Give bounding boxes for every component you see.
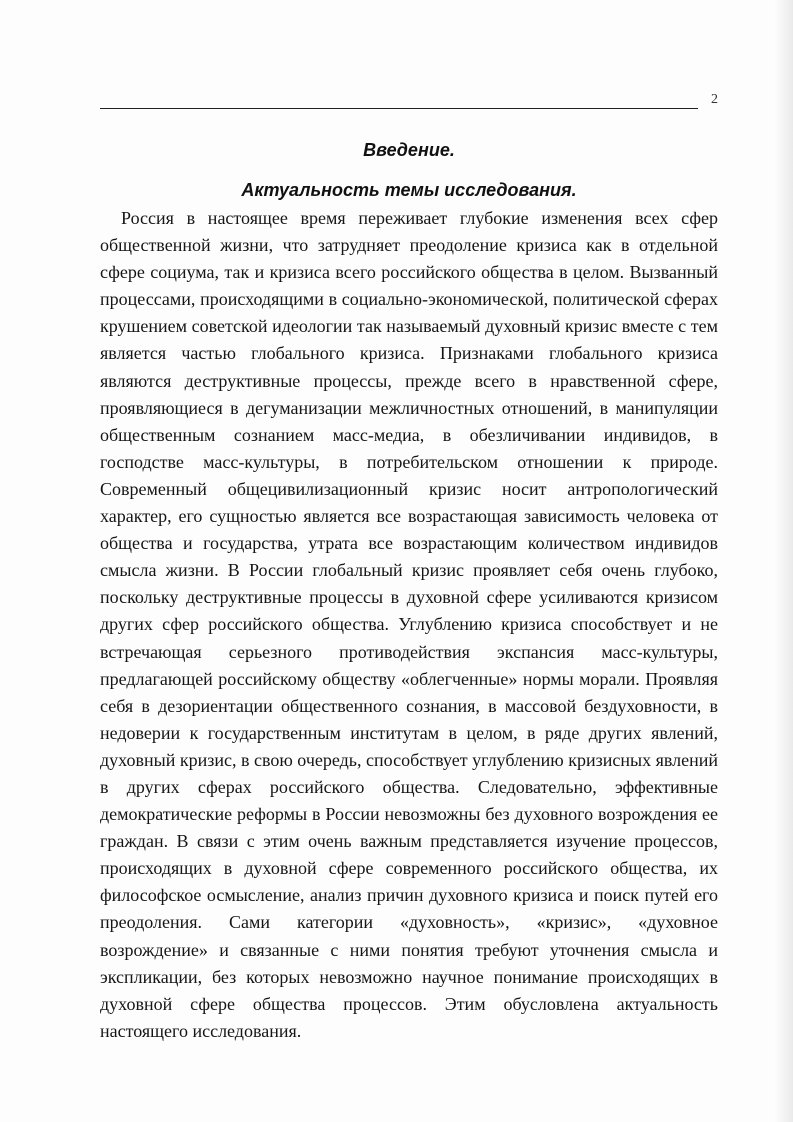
- page-number: 2: [711, 92, 718, 107]
- chapter-title: Введение.: [363, 140, 455, 160]
- body-paragraph: Россия в настоящее время переживает глубокие изменения всех сфер общественной жизни, что затрудняет преодоление кризиса как в отдельной сфере социума, так и кризиса всего российского общества в целом. Вызванный процессами, происходящими в социально-экономической, политической сферах крушением советской идеологии так называемый духовный кризис вместе с тем является частью глобального кризиса. Признаками глобального кризиса являются деструктивные процессы, прежде всего в нравственной сфере, проявляющиеся в дегуманизации межличностных отношений, в манипуляции общественным сознанием масс-медиа, в обезличивании индивидов, в господстве масс-культуры, в потребительском отношении к природе. Современный общецивилизационный кризис носит антропологический характер, его сущностью является все возрастающая зависимость человека от общества и государства, утрата все возрастающим количеством индивидов смысла жизни. В России глобальный кризис проявляет себя очень глубоко, поскольку деструктивные процессы в духовной сфере усиливаются кризисом других сфер российского общества. Углублению кризиса способствует и не встречающая серьезного противодействия экспансия масс-культуры, предлагающей российскому обществу «облегченные» нормы морали. Проявляя себя в дезориентации общественного сознания, в массовой бездуховности, в недоверии к государственным институтам в целом, в ряде других явлений, духовный кризис, в свою очередь, способствует углублению кризисных явлений в других сферах российского общества. Следовательно, эффективные демократические реформы в России невозможны без духовного возрождения ее граждан. В связи с этим очень важным представляется изучение процессов, происходящих в духовной сфере современного российского общества, их философское осмысление, анализ причин духовного кризиса и поиск путей его преодоления. Сами категории «духовность», «кризис», «духовное возрождение» и связанные с ними понятия требуют уточнения смысла и экспликации, без которых невозможно научное понимание происходящих в духовной сфере общества процессов. Этим обусловлена актуальность настоящего исследования.: [100, 208, 718, 1041]
- section-title: Актуальность темы исследования.: [241, 180, 577, 200]
- scan-edge-shadow: [775, 0, 793, 1122]
- header-rule: [100, 108, 698, 109]
